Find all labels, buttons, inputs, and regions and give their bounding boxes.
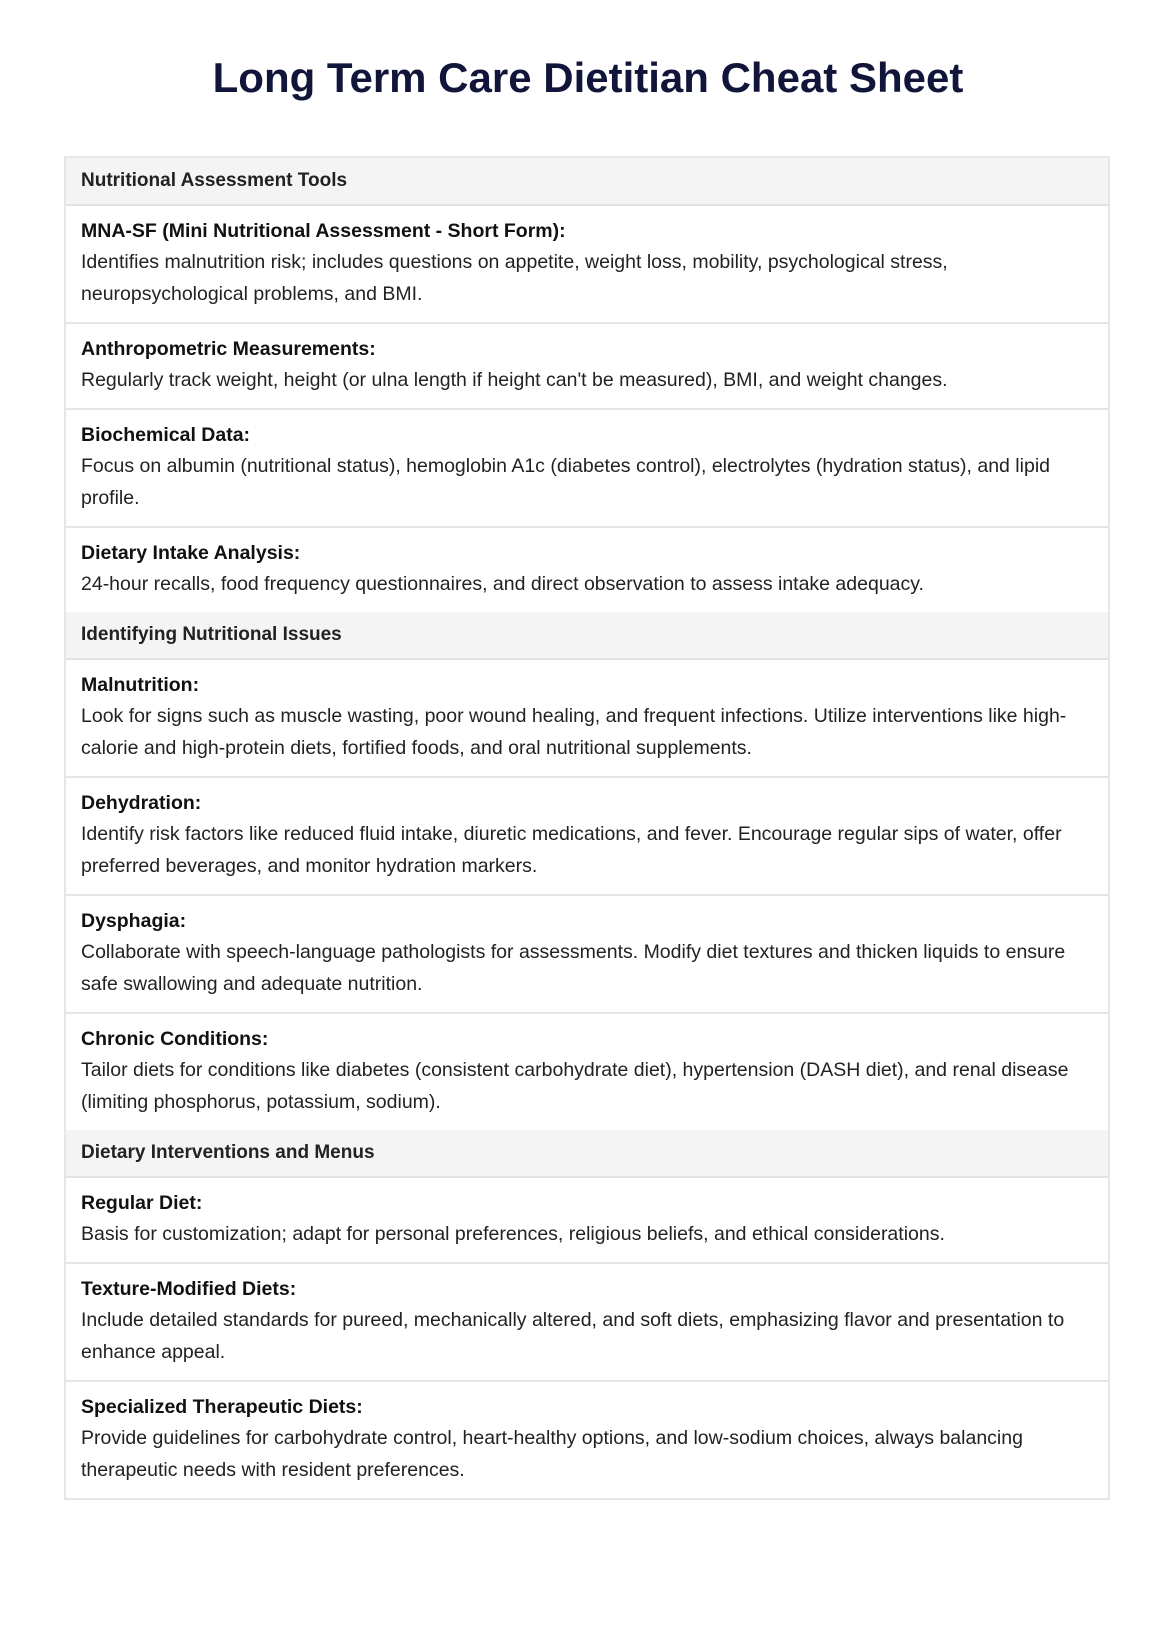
item-body: 24-hour recalls, food frequency questionnaires, and direct observation to assess intake adequacy.	[81, 573, 924, 595]
item-body: Include detailed standards for pureed, mechanically altered, and soft diets, emphasizing flavor and presentation to enhance appeal.	[81, 1309, 1065, 1363]
item-title: Dehydration:	[81, 792, 202, 814]
item-title: Anthropometric Measurements:	[81, 338, 376, 360]
item-malnutrition	[66, 660, 1108, 778]
item-anthropometric	[66, 324, 1108, 410]
item-therapeutic-diets	[66, 1382, 1108, 1498]
item-body: Focus on albumin (nutritional status), hemoglobin A1c (diabetes control), electrolytes (hydration status), and lipid profile.	[81, 455, 1050, 509]
item-body: Basis for customization; adapt for personal preferences, religious beliefs, and ethical considerations.	[81, 1223, 945, 1245]
item-dysphagia	[66, 896, 1108, 1014]
item-body: Identifies malnutrition risk; includes questions on appetite, weight loss, mobility, psychological stress, neuropsychological problems, and BMI.	[81, 251, 948, 305]
item-title: Biochemical Data:	[81, 424, 251, 446]
item-title: Malnutrition:	[81, 674, 200, 696]
item-title: Chronic Conditions:	[81, 1028, 269, 1050]
page-title: Long Term Care Dietitian Cheat Sheet	[212, 54, 964, 101]
section-header-dietary-interventions: Dietary Interventions and Menus	[66, 1130, 1108, 1178]
item-title: Regular Diet:	[81, 1192, 203, 1214]
item-mna-sf	[66, 206, 1108, 324]
item-texture-modified	[66, 1264, 1108, 1382]
item-body: Regularly track weight, height (or ulna length if height can't be measured), BMI, and weight changes.	[81, 369, 948, 391]
item-title: MNA-SF (Mini Nutritional Assessment - Short Form):	[81, 220, 566, 242]
item-biochemical	[66, 410, 1108, 528]
item-chronic-conditions	[66, 1014, 1108, 1130]
item-body: Look for signs such as muscle wasting, poor wound healing, and frequent infections. Utilize interventions like high-calorie and high-protein diets, fortified foods, and oral nutritional supplements.	[81, 705, 1067, 759]
section-header-nutritional-issues: Identifying Nutritional Issues	[66, 612, 1108, 660]
item-title: Texture-Modified Diets:	[81, 1278, 297, 1300]
item-regular-diet	[66, 1178, 1108, 1264]
item-title: Dietary Intake Analysis:	[81, 542, 301, 564]
item-body: Provide guidelines for carbohydrate control, heart-healthy options, and low-sodium choices, always balancing therapeutic needs with resident preferences.	[81, 1427, 1023, 1481]
item-dietary-intake	[66, 528, 1108, 612]
item-body: Identify risk factors like reduced fluid intake, diuretic medications, and fever. Encourage regular sips of water, offer preferred beverages, and monitor hydration markers.	[81, 823, 1062, 877]
item-body: Tailor diets for conditions like diabetes (consistent carbohydrate diet), hypertension (DASH diet), and renal disease (limiting phosphorus, potassium, sodium).	[81, 1059, 1069, 1113]
item-body: Collaborate with speech-language pathologists for assessments. Modify diet textures and thicken liquids to ensure safe swallowing and adequate nutrition.	[81, 941, 1066, 995]
section-header-assessment-tools: Nutritional Assessment Tools	[66, 158, 1108, 206]
item-title: Specialized Therapeutic Diets:	[81, 1396, 363, 1418]
item-dehydration	[66, 778, 1108, 896]
cheat-sheet-table	[64, 156, 1110, 1500]
item-title: Dysphagia:	[81, 910, 187, 932]
